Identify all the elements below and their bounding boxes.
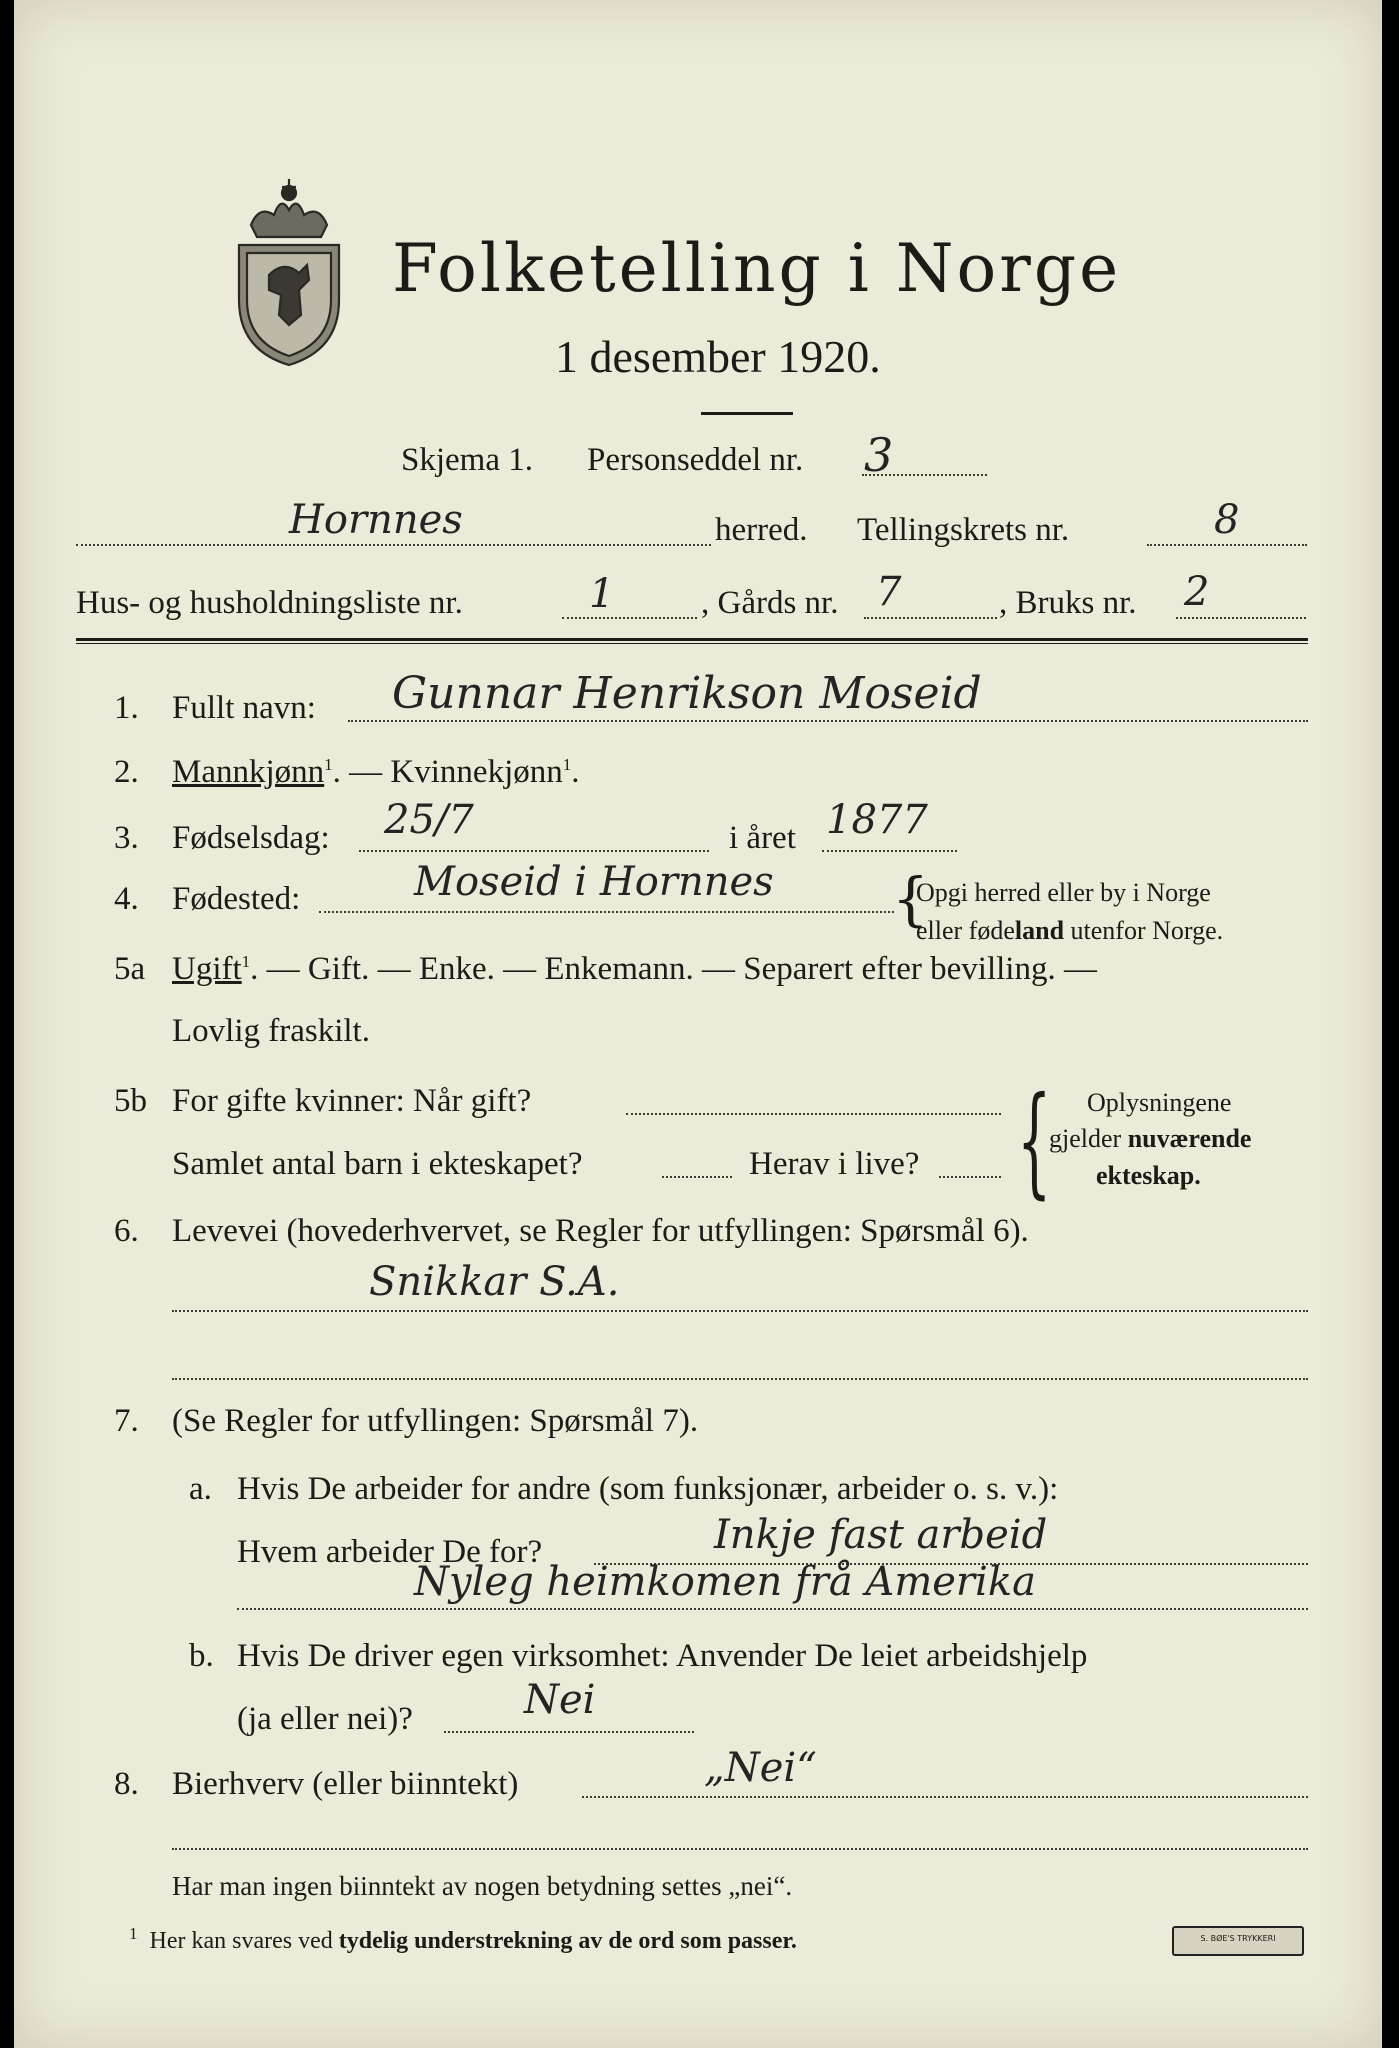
q7b-letter: b. <box>189 1638 214 1674</box>
q7b-label: Hvis De driver egen virksomhet: Anvender De leiet arbeidshjelp <box>237 1638 1088 1674</box>
q6-extra-line[interactable] <box>172 1378 1308 1380</box>
form-title: Folketelling i Norge <box>392 230 1122 307</box>
q5b-number: 5b <box>114 1083 147 1119</box>
bruks-value[interactable]: 2 <box>1184 569 1210 615</box>
q2-female-option[interactable]: Kvinnekjønn <box>390 754 563 790</box>
herred-value[interactable]: Hornnes <box>289 497 463 543</box>
q5b-note-line2: gjelder nuværende <box>1049 1124 1252 1153</box>
q5b-alive-label: Herav i live? <box>749 1146 920 1182</box>
q3-label: Fødselsdag: <box>172 820 330 856</box>
q4-note-line2: eller fødeland utenfor Norge. <box>916 916 1224 945</box>
q5b-children-field[interactable] <box>662 1176 732 1178</box>
title-divider <box>701 412 793 415</box>
q7a-employer-value2[interactable]: Nyleg heimkomen frå Amerika <box>414 1559 1036 1605</box>
q5b-alive-field[interactable] <box>939 1176 1001 1178</box>
bruks-label: , Bruks nr. <box>999 585 1137 621</box>
personseddel-value[interactable]: 3 <box>864 428 894 482</box>
q7b-yesno-label: (ja eller nei)? <box>237 1701 413 1737</box>
q8-value[interactable]: „Nei“ <box>704 1745 817 1791</box>
footnote: $^1$ Her kan svares ved tydelig understrekning av de ord som passer. <box>129 1924 797 1954</box>
q7a-label: Hvis De arbeider for andre (som funksjonær, arbeider o. s. v.): <box>237 1471 1059 1507</box>
personseddel-label: Personseddel nr. <box>587 442 804 478</box>
gards-label: , Gårds nr. <box>701 585 839 621</box>
q2-number: 2. <box>114 754 139 790</box>
q7a-employer-value1[interactable]: Inkje fast arbeid <box>714 1512 1048 1558</box>
q5b-children-label: Samlet antal barn i ekteskapet? <box>172 1146 583 1182</box>
coat-of-arms-icon <box>229 165 349 370</box>
q6-label: Levevei (hovederhvervet, se Regler for utfyllingen: Spørsmål 6). <box>172 1213 1029 1249</box>
q4-number: 4. <box>114 881 139 917</box>
q7-number: 7. <box>114 1403 139 1439</box>
printer-stamp: S. BØE'S TRYKKERI <box>1172 1926 1304 1956</box>
q3-birth-date[interactable]: 25/7 <box>384 797 474 843</box>
q5a-options: Ugift$^1$. — Gift. — Enke. — Enkemann. — Separert efter bevilling. — <box>172 951 1097 987</box>
q5a-line2: Lovlig fraskilt. <box>172 1013 370 1049</box>
tellingskrets-value[interactable]: 8 <box>1214 497 1240 543</box>
q3-year-label: i året <box>729 820 796 856</box>
q7a-letter: a. <box>189 1471 212 1507</box>
q2-options: Mannkjønn$^1$. — Kvinnekjønn$^1$. <box>172 754 580 790</box>
q3-number: 3. <box>114 820 139 856</box>
q1-label: Fullt navn: <box>172 690 316 726</box>
skjema-label: Skjema 1. <box>401 442 533 478</box>
q7-label: (Se Regler for utfyllingen: Spørsmål 7). <box>172 1403 699 1439</box>
q1-full-name[interactable]: Gunnar Henrikson Moseid <box>392 668 982 719</box>
census-date: 1 desember 1920. <box>555 331 881 382</box>
q6-occupation[interactable]: Snikkar S.A. <box>369 1259 620 1305</box>
q4-brace: { <box>892 865 929 933</box>
q5a-ugift-option[interactable]: Ugift <box>172 951 242 987</box>
q6-number: 6. <box>114 1213 139 1249</box>
herred-label: herred. <box>715 512 808 548</box>
q5b-note-line1: Oplysningene <box>1087 1088 1232 1117</box>
q1-number: 1. <box>114 690 139 726</box>
census-form-page <box>14 0 1382 2048</box>
header-rule <box>76 638 1308 641</box>
q8-number: 8. <box>114 1766 139 1802</box>
q5b-note-line3: ekteskap. <box>1096 1161 1201 1190</box>
q7b-value[interactable]: Nei <box>524 1677 596 1723</box>
q4-label: Fødested: <box>172 881 301 917</box>
q5b-when-married-field[interactable] <box>626 1113 1001 1115</box>
nei-note: Har man ingen biinntekt av nogen betydning settes „nei“. <box>172 1871 793 1901</box>
q8-label: Bierhverv (eller biinntekt) <box>172 1766 519 1802</box>
q4-note-line1: Opgi herred eller by i Norge <box>916 878 1211 907</box>
q5b-brace: { <box>1017 1072 1052 1211</box>
hus-value[interactable]: 1 <box>589 571 615 617</box>
q4-birthplace[interactable]: Moseid i Hornnes <box>414 859 774 905</box>
q2-male-option[interactable]: Mannkjønn <box>172 754 325 790</box>
q7a-employer-label: Hvem arbeider De for? <box>237 1534 543 1570</box>
q3-birth-year[interactable]: 1877 <box>826 797 928 843</box>
q5a-number: 5a <box>114 951 146 987</box>
q5b-label: For gifte kvinner: Når gift? <box>172 1083 532 1119</box>
gards-value[interactable]: 7 <box>876 569 902 615</box>
hus-label: Hus- og husholdningsliste nr. <box>76 585 463 621</box>
tellingskrets-label: Tellingskrets nr. <box>857 512 1070 548</box>
